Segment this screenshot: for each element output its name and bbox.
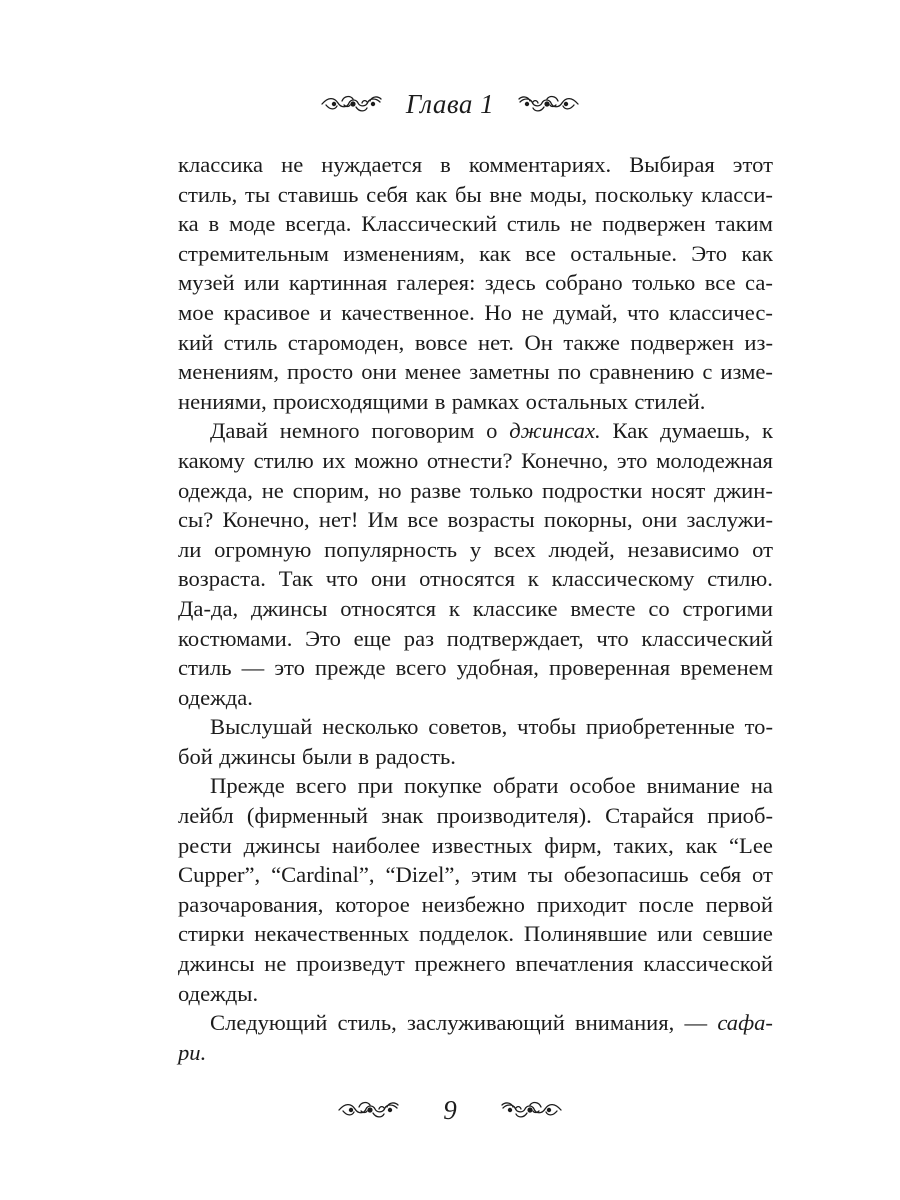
text-line: Следующий стиль, заслуживающий внимания, — сафа- [210, 1010, 773, 1036]
text-line: музей или картинная галерея: здесь собрано только все са- [178, 270, 773, 296]
text-line: рести джинсы наиболее известных фирм, таких, как “Lee [178, 832, 773, 858]
text-line: одежда. [178, 684, 253, 710]
page-body-text [178, 150, 773, 1067]
text-line: бой джинсы были в радость. [178, 743, 456, 769]
text-line: Прежде всего при покупке обрати особое внимание на [210, 773, 773, 799]
text-line: Давай немного поговорим о джинсах. Как думаешь, к [210, 418, 773, 444]
text-line: стиль, ты ставишь себя как бы вне моды, поскольку класси- [178, 181, 773, 207]
text-line: Да-да, джинсы относятся к классике вместе со строгими [178, 595, 773, 621]
text-line: менениям, просто они менее заметны по сравнению с изме- [178, 359, 773, 385]
text-line: разочарования, которое неизбежно приходит после первой [178, 891, 773, 917]
text-line: сы? Конечно, нет! Им все возрасты покорны, они заслужи- [178, 507, 773, 533]
text-line: Cupper”, “Cardinal”, “Dizel”, этим ты обезопасишь себя от [178, 862, 773, 888]
text-line: одежда, не спорим, но разве только подростки носят джин- [178, 477, 773, 503]
text-line: джинсы не произведут прежнего впечатления классической [178, 951, 773, 977]
flourish-ornament-icon [516, 93, 580, 115]
chapter-title: Глава 1 [405, 88, 495, 119]
text-line: какому стилю их можно отнести? Конечно, это молодежная [178, 447, 773, 473]
page-footer [0, 1090, 900, 1130]
text-line: мое красивое и качественное. Но не думай, что классичес- [178, 299, 773, 325]
text-line: стирки некачественных подделок. Полинявшие или севшие [178, 921, 773, 947]
page-number: 9 [443, 1094, 457, 1125]
text-line: возраста. Так что они относятся к классическому стилю. [178, 566, 773, 592]
text-line: ли огромную популярность у всех людей, независимо от [178, 536, 773, 562]
flourish-ornament-icon [320, 93, 384, 115]
text-line: костюмами. Это еще раз подтверждает, что классический [178, 625, 773, 651]
flourish-ornament-icon [337, 1099, 401, 1121]
text-line: лейбл (фирменный знак производителя). Старайся приоб- [178, 803, 773, 829]
text-line: ка в моде всегда. Классический стиль не подвержен таким [178, 211, 773, 237]
flourish-ornament-icon [499, 1099, 563, 1121]
text-line: одежды. [178, 980, 259, 1006]
text-line: нениями, происходящими в рамках остальных стилей. [178, 388, 706, 414]
text-line: Выслушай несколько советов, чтобы приобретенные то- [210, 714, 773, 740]
text-line: классика не нуждается в комментариях. Выбирая этот [178, 152, 773, 177]
text-line: кий стиль старомоден, вовсе нет. Он также подвержен из- [178, 329, 773, 355]
page-header [0, 84, 900, 124]
text-line: стиль — это прежде всего удобная, проверенная временем [178, 655, 773, 681]
text-line: ри. [178, 1039, 207, 1065]
text-line: стремительным изменениям, как все остальные. Это как [178, 240, 773, 266]
